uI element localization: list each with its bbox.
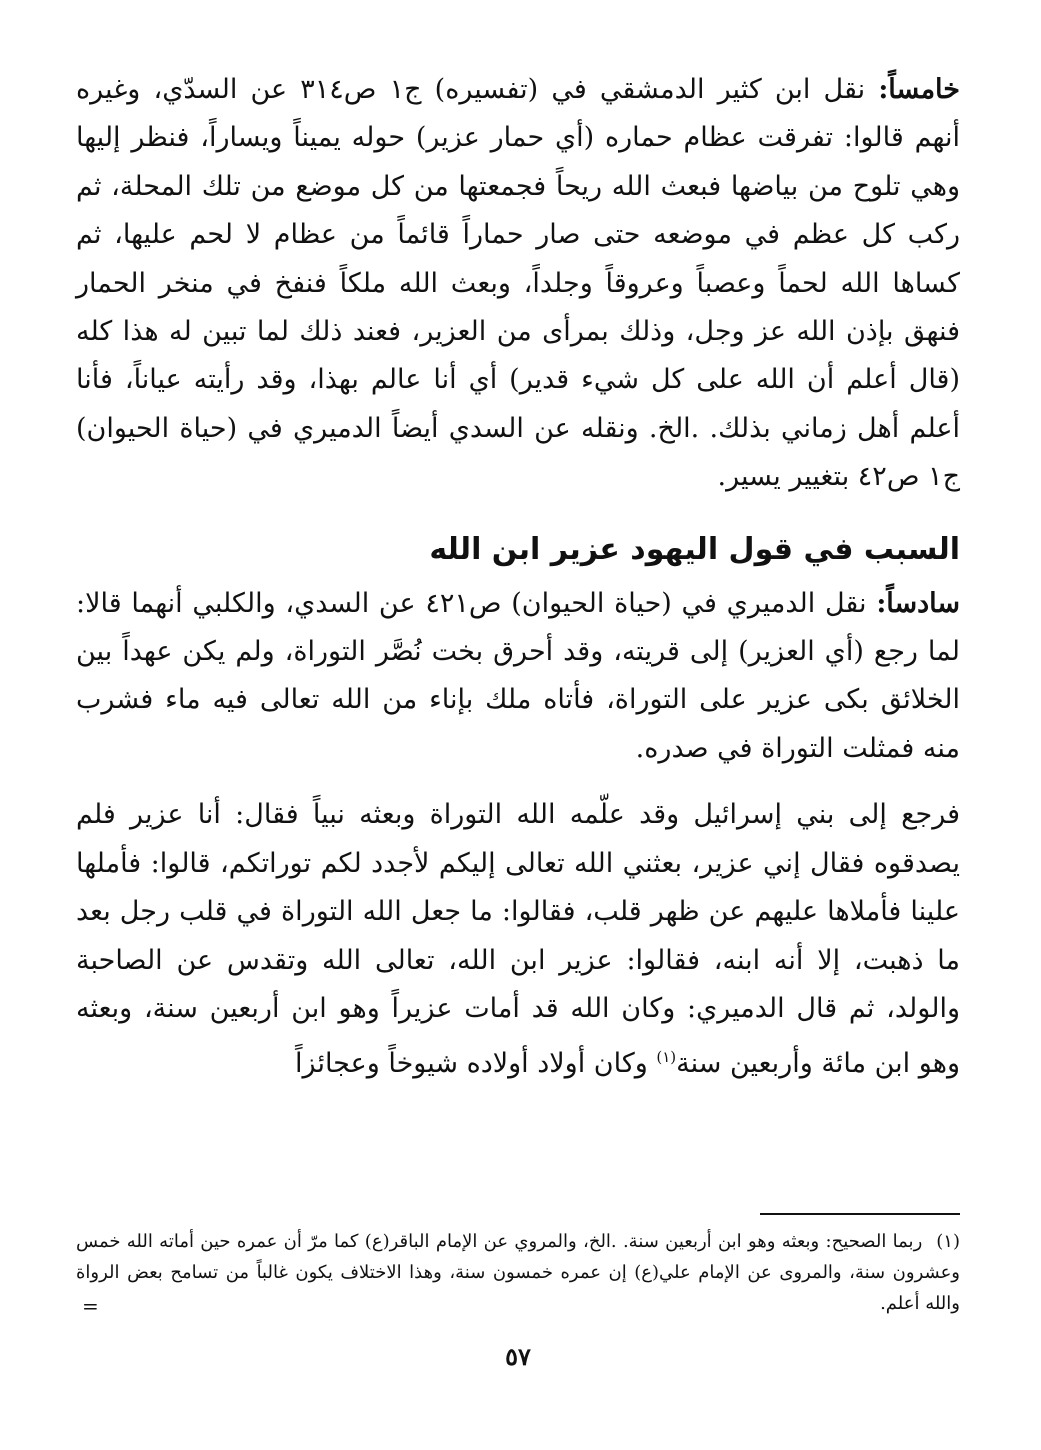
paragraph-body: فرجع إلى بني إسرائيل وقد علّمه الله التوراة وبعثه نبياً فقال: أنا عزير فلم يصدقوه فقال إني عزير، بعثني الله تعالى إليكم لأجدد لكم توراتكم، قالوا: فأملها علينا فأملاها عليهم عن ظهر قلب، فقالوا: ما جعل الله التوراة في قلب رجل بعد ما ذهبت، إلا أنه ابنه، فقالوا: عزير ابن الله، تعالى الله وتقدس عن الصاحبة والولد، ثم قال الدميري: وكان الله قد أمات عزيراً وهو ابن أربعين سنة، وبعثه وهو ابن مائة وأربعين سنة: [76, 799, 960, 1080]
footnote-text: ربما الصحيح: وبعثه وهو ابن أربعين سنة. .الخ، والمروي عن الإمام الباقر(ع) كما مرّ أن عمره حين أماته الله خمس وعشرون سنة، والمروى عن الإمام علي(ع) إن عمره خمسون سنة، وهذا الاختلاف يكون غالباً من تسامح بعض الرواة والله أعلم.: [76, 1231, 960, 1314]
section-heading: السبب في قول اليهود عزير ابن الله: [429, 531, 960, 567]
paragraph-fifth: [76, 66, 960, 502]
paragraph-lead: سادساً:: [876, 587, 961, 619]
paragraph-body: نقل ابن كثير الدمشقي في (تفسيره) ج١ ص٣١٤ عن السدّي، وغيره أنهم قالوا: تفرقت عظام حماره (أي حمار عزير) حوله يميناً ويساراً، فنظر إليها وهي تلوح من بياضها فبعث الله ريحاً فجمعتها من كل موضع من تلك المحلة، ثم ركب كل عظم في موضعه حتى صار حماراً قائماً من عظام لا لحم عليها، ثم كساها الله لحماً وعصباً وعروقاً وجلداً، وبعث الله ملكاً فنفخ في منخر الحمار فنهق بإذن الله عز وجل، وذلك بمرأى من العزير، فعند ذلك لما تبين له هذا كله (قال أعلم أن الله على كل شيء قدير) أي أنا عالم بهذا، وقد رأيته عياناً، فأنا أعلم أهل زماني بذلك. .الخ. ونقله عن السدي أيضاً الدميري في (حياة الحيوان) ج١ ص٤٢ بتغيير يسير.: [76, 74, 960, 493]
page-number: ٥٧: [505, 1342, 531, 1371]
footnote-continuation-mark: =: [82, 1294, 99, 1318]
paragraph-continuation: [76, 791, 960, 1088]
footnote-divider: [760, 1213, 960, 1215]
paragraph-lead: خامساً:: [878, 74, 960, 105]
footnote-marker: (١): [936, 1231, 960, 1252]
book-page: [76, 66, 960, 1396]
paragraph-body-end: وكان أولاد أولاده شيوخاً وعجائزاً: [295, 1048, 657, 1080]
paragraph-gap: [76, 773, 960, 791]
footnote: [76, 1226, 960, 1319]
footnote-reference[interactable]: (١): [656, 1048, 677, 1067]
paragraph-body: نقل الدميري في (حياة الحيوان) ص٤٢١ عن السدي، والكلبي أنهما قالا: لما رجع (أي العزير) إلى قريته، وقد أحرق بخت نُصَّر التوراة، ولم يكن عهداً بين الخلائق بكى عزير على التوراة، فأتاه ملك بإناء من الله تعالى فيه ماء فشرب منه فمثلت التوراة في صدره.: [76, 587, 960, 764]
paragraph-sixth: [76, 580, 960, 774]
